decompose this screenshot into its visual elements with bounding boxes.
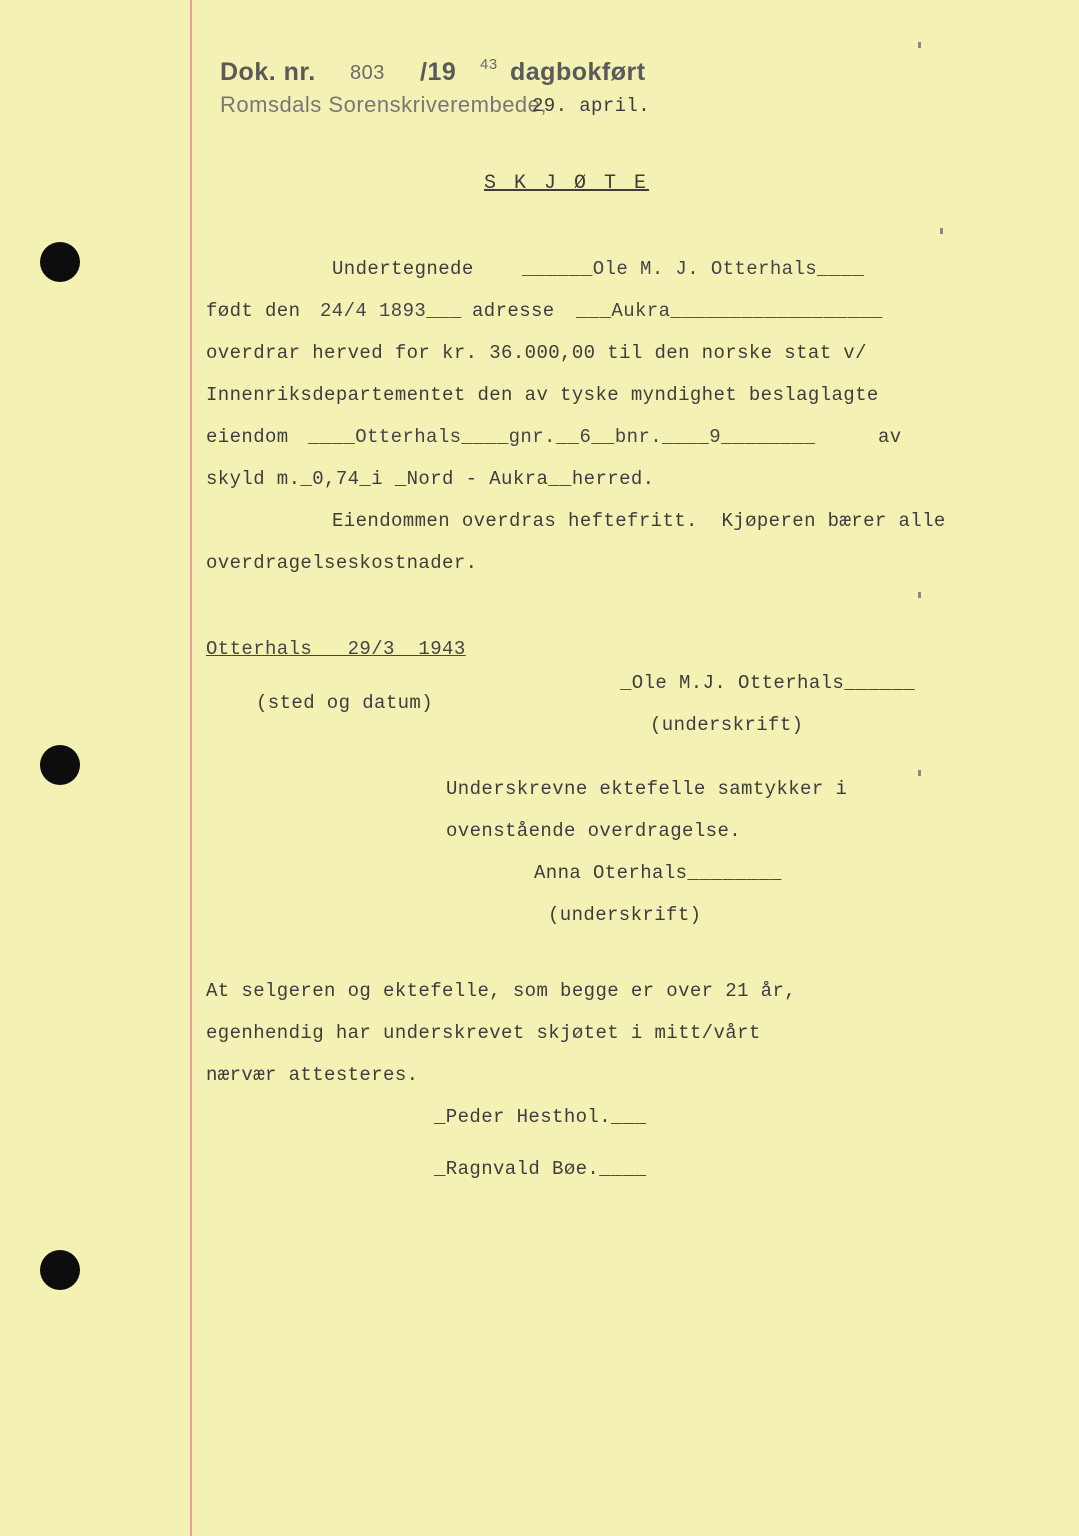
address-label: adresse — [472, 300, 555, 322]
spouse-signature-caption: (underskrift) — [548, 904, 702, 926]
binder-hole — [40, 745, 80, 785]
binder-hole — [40, 242, 80, 282]
birth-date-fill: 24/4 1893___ — [320, 300, 462, 322]
seller-signature-caption: (underskrift) — [650, 714, 804, 736]
attest-line-1: At selgeren og ektefelle, som begge er over 21 år, — [206, 980, 797, 1002]
body-line-8: overdragelseskostnader. — [206, 552, 478, 574]
speck — [918, 42, 921, 48]
body-line-4: Innenriksdepartementet den av tyske myndighet beslaglagte — [206, 384, 879, 406]
property-label: eiendom — [206, 426, 289, 448]
attest-line-3: nærvær attesteres. — [206, 1064, 419, 1086]
spouse-consent-line-1: Underskrevne ektefelle samtykker i — [446, 778, 848, 800]
witness-1-signature: _Peder Hesthol.___ — [434, 1106, 647, 1128]
stamp-office: Romsdals Sorenskriverembede, — [220, 92, 548, 117]
seller-name-fill: ______Ole M. J. Otterhals____ — [522, 258, 865, 280]
property-fill: ____Otterhals____gnr.__6__bnr.____9________ — [308, 426, 816, 448]
witness-2-signature: _Ragnvald Bøe.____ — [434, 1158, 647, 1180]
speck — [940, 228, 943, 234]
spouse-consent-line-2: ovenstående overdragelse. — [446, 820, 742, 842]
address-fill: ___Aukra__________________ — [576, 300, 883, 322]
place-date-caption: (sted og datum) — [256, 692, 434, 714]
undersigned-label: Undertegnede — [332, 258, 474, 280]
stamp-dok-label: Dok. nr. — [220, 58, 316, 86]
margin-line — [190, 0, 192, 1536]
document-title: S K J Ø T E — [484, 172, 650, 195]
stamp-year-prefix: /19 — [420, 58, 457, 86]
born-label: født den — [206, 300, 301, 322]
speck — [918, 592, 921, 598]
stamp-dagbokfort: dagbokført — [510, 58, 646, 86]
body-line-3: overdrar herved for kr. 36.000,00 til den norske stat v/ — [206, 342, 867, 364]
spouse-signature: Anna Oterhals________ — [534, 862, 782, 884]
av-label: av — [878, 426, 902, 448]
stamp-dok-number: 803 — [350, 62, 385, 84]
body-line-7: Eiendommen overdras heftefritt. Kjøperen bærer alle — [332, 510, 946, 532]
seller-signature: _Ole M.J. Otterhals______ — [620, 672, 916, 694]
body-line-6: skyld m._0,74_i _Nord - Aukra__herred. — [206, 468, 655, 490]
attest-line-2: egenhendig har underskrevet skjøtet i mitt/vårt — [206, 1022, 761, 1044]
stamp-year-suffix: 43 — [480, 56, 498, 73]
speck — [918, 770, 921, 776]
binder-hole — [40, 1250, 80, 1290]
place-date-fill: Otterhals___29/3__1943 — [206, 638, 466, 660]
stamp-date: 29. april. — [532, 95, 651, 117]
